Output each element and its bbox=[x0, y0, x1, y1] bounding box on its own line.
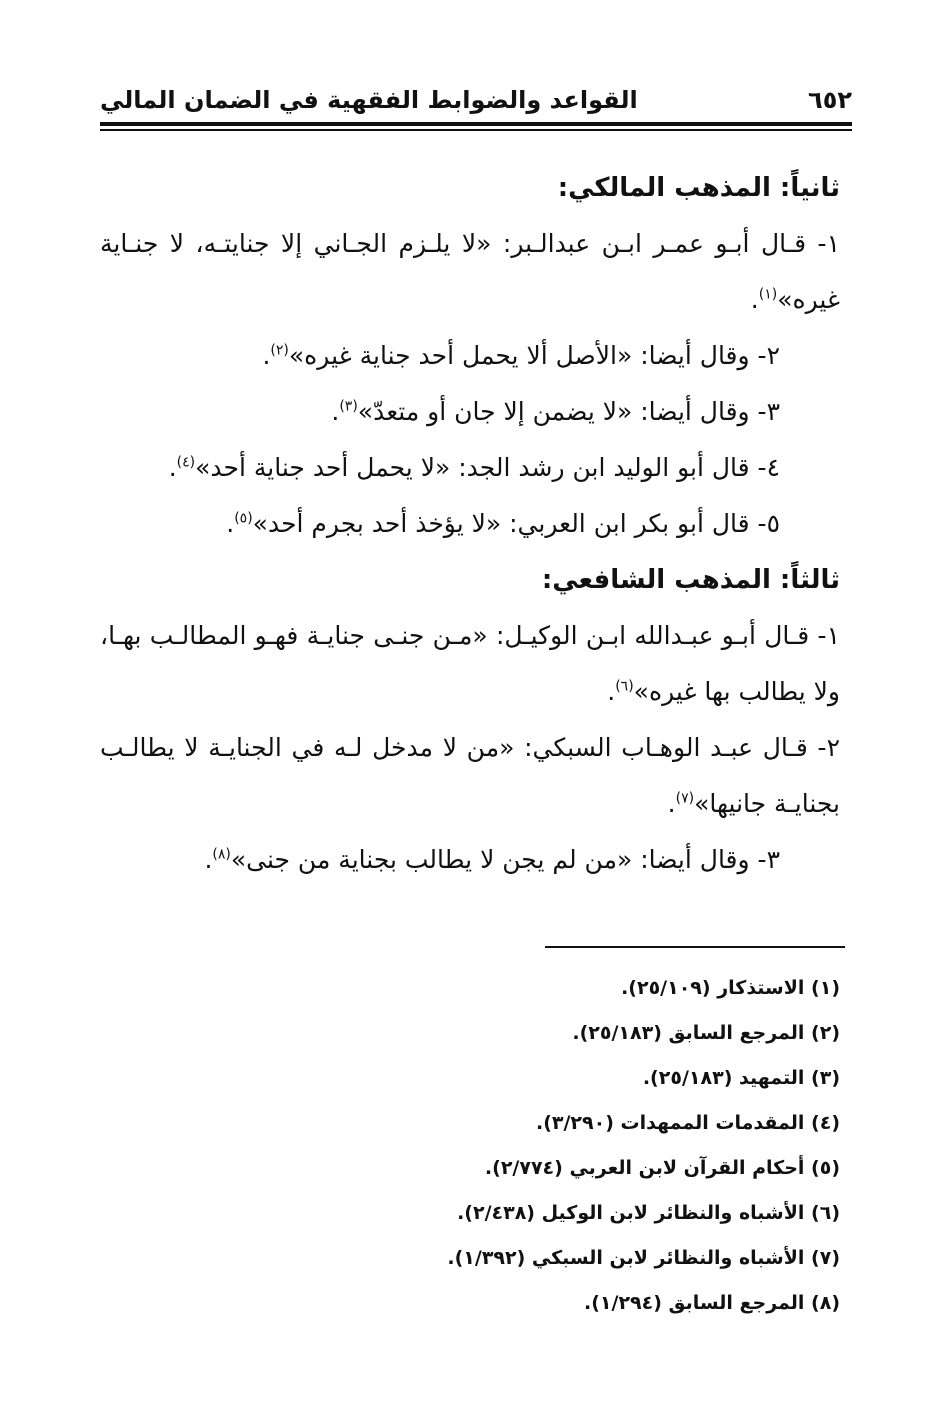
item-text: ٢- وقال أيضا: «الأصل ألا يحمل أحد جناية غيره» bbox=[288, 341, 780, 370]
footnote-ref: (٣) bbox=[339, 398, 358, 415]
footnote-ref: (١) bbox=[758, 286, 778, 303]
main-text bbox=[100, 160, 840, 888]
footnote-ref: (٧) bbox=[675, 790, 695, 807]
footnote-ref: (٥) bbox=[234, 510, 253, 527]
maliki-item-2 bbox=[100, 328, 840, 384]
item-end: . bbox=[607, 677, 616, 706]
footnote-2: (٢) المرجع السابق (٢٥/١٨٣). bbox=[572, 1022, 840, 1044]
maliki-item-4 bbox=[100, 440, 840, 496]
footnote-8: (٨) المرجع السابق (١/٢٩٤). bbox=[584, 1292, 840, 1314]
page-header bbox=[100, 80, 852, 120]
item-end: . bbox=[226, 509, 235, 538]
item-end: . bbox=[204, 845, 213, 874]
footnote-3: (٣) التمهيد (٢٥/١٨٣). bbox=[642, 1067, 840, 1089]
shafii-item-2 bbox=[100, 720, 840, 832]
footnote-ref: (٢) bbox=[270, 342, 289, 359]
item-text: ١- قـال أبـو عمـر ابـن عبدالـبر: «لا يلـزم الجـاني إلا جنايتـه، لا جنـاية غيره» bbox=[100, 229, 840, 314]
item-end: . bbox=[331, 397, 340, 426]
footnote-ref: (٦) bbox=[615, 678, 634, 695]
footnote-4: (٤) المقدمات الممهدات (٣/٢٩٠). bbox=[535, 1112, 840, 1134]
footnote-ref: (٨) bbox=[212, 846, 231, 863]
section-heading-maliki: ثانياً: المذهب المالكي: bbox=[557, 173, 840, 203]
item-end: . bbox=[262, 341, 271, 370]
item-text: ٣- وقال أيضا: «من لم يجن لا يطالب بجناية من جنى» bbox=[230, 845, 780, 874]
item-end: . bbox=[750, 285, 759, 314]
maliki-item-5 bbox=[100, 496, 840, 552]
item-text: ٤- قال أبو الوليد ابن رشد الجد: «لا يحمل أحد جناية أحد» bbox=[195, 453, 780, 482]
item-text: ١- قـال أبـو عبـدالله ابـن الوكيـل: «مـن جنـى جنايـة فهـو المطالـب بهـا، ولا يطالب بها غيره» bbox=[100, 621, 840, 706]
footnote-6: (٦) الأشباه والنظائر لابن الوكيل (٢/٤٣٨). bbox=[457, 1202, 840, 1224]
footnote-separator bbox=[545, 946, 845, 948]
maliki-item-1 bbox=[100, 216, 840, 328]
footnote-5: (٥) أحكام القرآن لابن العربي (٢/٧٧٤). bbox=[484, 1157, 840, 1179]
shafii-item-3 bbox=[100, 832, 840, 888]
header-rule-thin bbox=[100, 129, 852, 131]
footnote-ref: (٤) bbox=[176, 454, 196, 471]
item-text: ٥- قال أبو بكر ابن العربي: «لا يؤخذ أحد بجرم أحد» bbox=[252, 509, 780, 538]
page-number: ٦٥٢ bbox=[808, 86, 852, 114]
item-end: . bbox=[667, 789, 676, 818]
footnotes bbox=[100, 966, 840, 1326]
footnote-7: (٧) الأشباه والنظائر لابن السبكي (١/٣٩٢). bbox=[447, 1247, 840, 1269]
shafii-item-1 bbox=[100, 608, 840, 720]
header-rule-thick bbox=[100, 122, 852, 126]
item-end: . bbox=[168, 453, 177, 482]
item-text: ٢- قـال عبـد الوهـاب السبكي: «من لا مدخل لـه في الجنايـة لا يطالـب بجنايـة جانيها» bbox=[100, 733, 840, 818]
maliki-item-3 bbox=[100, 384, 840, 440]
item-text: ٣- وقال أيضا: «لا يضمن إلا جان أو متعدّ» bbox=[357, 397, 780, 426]
running-title: القواعد والضوابط الفقهية في الضمان المالي bbox=[100, 86, 638, 114]
footnote-1: (١) الاستذكار (٢٥/١٠٩). bbox=[621, 977, 840, 999]
section-heading-shafii: ثالثاً: المذهب الشافعي: bbox=[541, 565, 840, 595]
